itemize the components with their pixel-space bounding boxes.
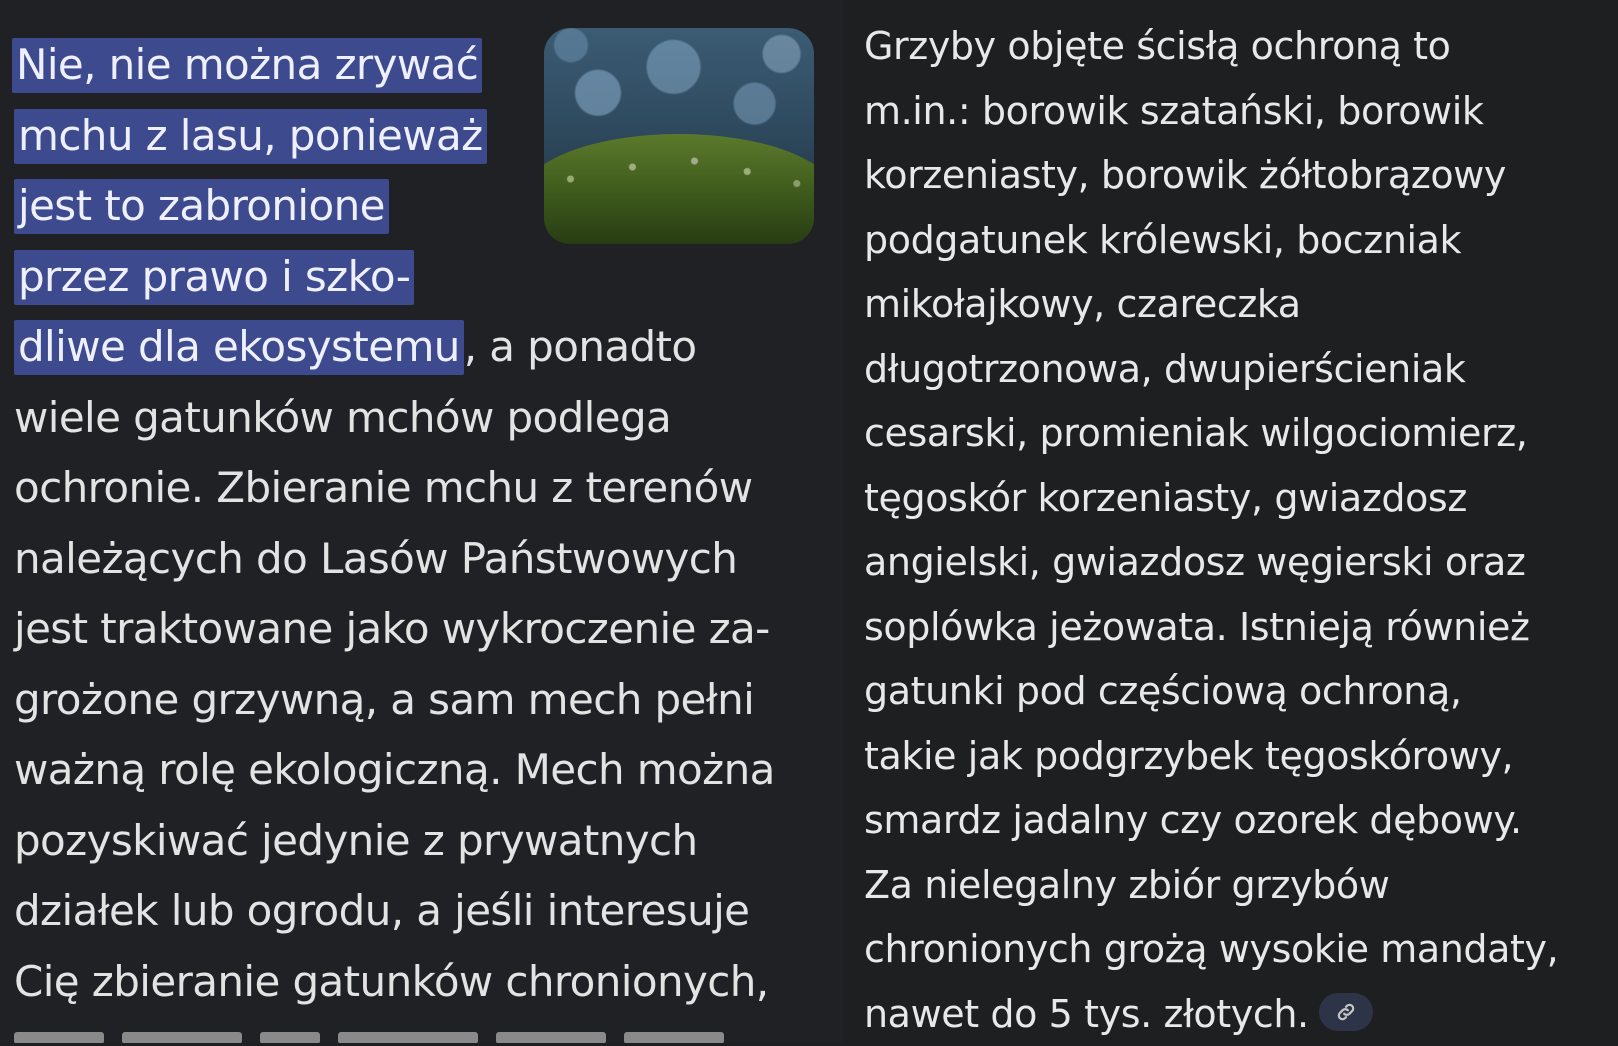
answer-line: mikołajkowy, czareczka <box>864 272 1604 337</box>
answer-line: ochronie. Zbieranie mchu z terenów <box>14 453 814 524</box>
answer-line: jest traktowane jako wykroczenie za- <box>14 594 814 665</box>
answer-line: wiele gatunków mchów podlega <box>14 383 814 454</box>
answer-line: Za nielegalny zbiór grzybów <box>864 853 1604 918</box>
answer-line: smardz jadalny czy ozorek dębowy. <box>864 788 1604 853</box>
answer-line: gatunki pod częściową ochroną, <box>864 659 1604 724</box>
source-link-button[interactable] <box>1319 993 1373 1031</box>
answer-line: chronionych grożą wysokie mandaty, <box>864 917 1604 982</box>
answer-line <box>14 30 814 101</box>
answer-line <box>14 101 814 172</box>
right-answer-text <box>864 14 1604 1046</box>
answer-line: soplówka jeżowata. Istnieją również <box>864 595 1604 660</box>
answer-text: , a ponadto <box>464 322 697 371</box>
answer-line: podgatunek królewski, boczniak <box>864 208 1604 273</box>
answer-line: m.in.: borowik szatański, borowik <box>864 79 1604 144</box>
answer-line: należących do Lasów Państwowych <box>14 524 814 595</box>
link-icon <box>1335 1001 1357 1023</box>
answer-line: korzeniasty, borowik żółtobrązowy <box>864 143 1604 208</box>
left-answer-text <box>14 30 814 1017</box>
answer-line <box>14 171 814 242</box>
answer-last-line <box>864 982 1604 1046</box>
right-answer-panel <box>843 0 1618 1043</box>
answer-line: angielski, gwiazdosz węgierski oraz <box>864 530 1604 595</box>
answer-line: ważną rolę ekologiczną. Mech można <box>14 735 814 806</box>
answer-line: pozyskiwać jedynie z prywatnych <box>14 806 814 877</box>
answer-line: takie jak podgrzybek tęgoskórowy, <box>864 724 1604 789</box>
answer-line: cesarski, promieniak wilgociomierz, <box>864 401 1604 466</box>
answer-line <box>14 312 814 383</box>
cut-off-next-line <box>14 1028 814 1043</box>
highlighted-text: mchu z lasu, ponieważ <box>14 109 487 164</box>
answer-line: tęgoskór korzeniasty, gwiazdosz <box>864 466 1604 531</box>
highlighted-text: dliwe dla ekosystemu <box>14 320 464 375</box>
answer-line: działek lub ogrodu, a jeśli interesuje <box>14 876 814 947</box>
answer-text: nawet do 5 tys. złotych. <box>864 992 1309 1036</box>
answer-line: długotrzonowa, dwupierścieniak <box>864 337 1604 402</box>
answer-line <box>14 242 814 313</box>
highlighted-text: przez prawo i szko- <box>14 250 414 305</box>
answer-line: grożone grzywną, a sam mech pełni <box>14 665 814 736</box>
answer-line: Grzyby objęte ścisłą ochroną to <box>864 14 1604 79</box>
answer-line: Cię zbieranie gatunków chronionych, <box>14 947 814 1018</box>
highlighted-text: jest to zabronione <box>14 179 389 234</box>
highlighted-text: Nie, nie można zrywać <box>12 38 482 93</box>
